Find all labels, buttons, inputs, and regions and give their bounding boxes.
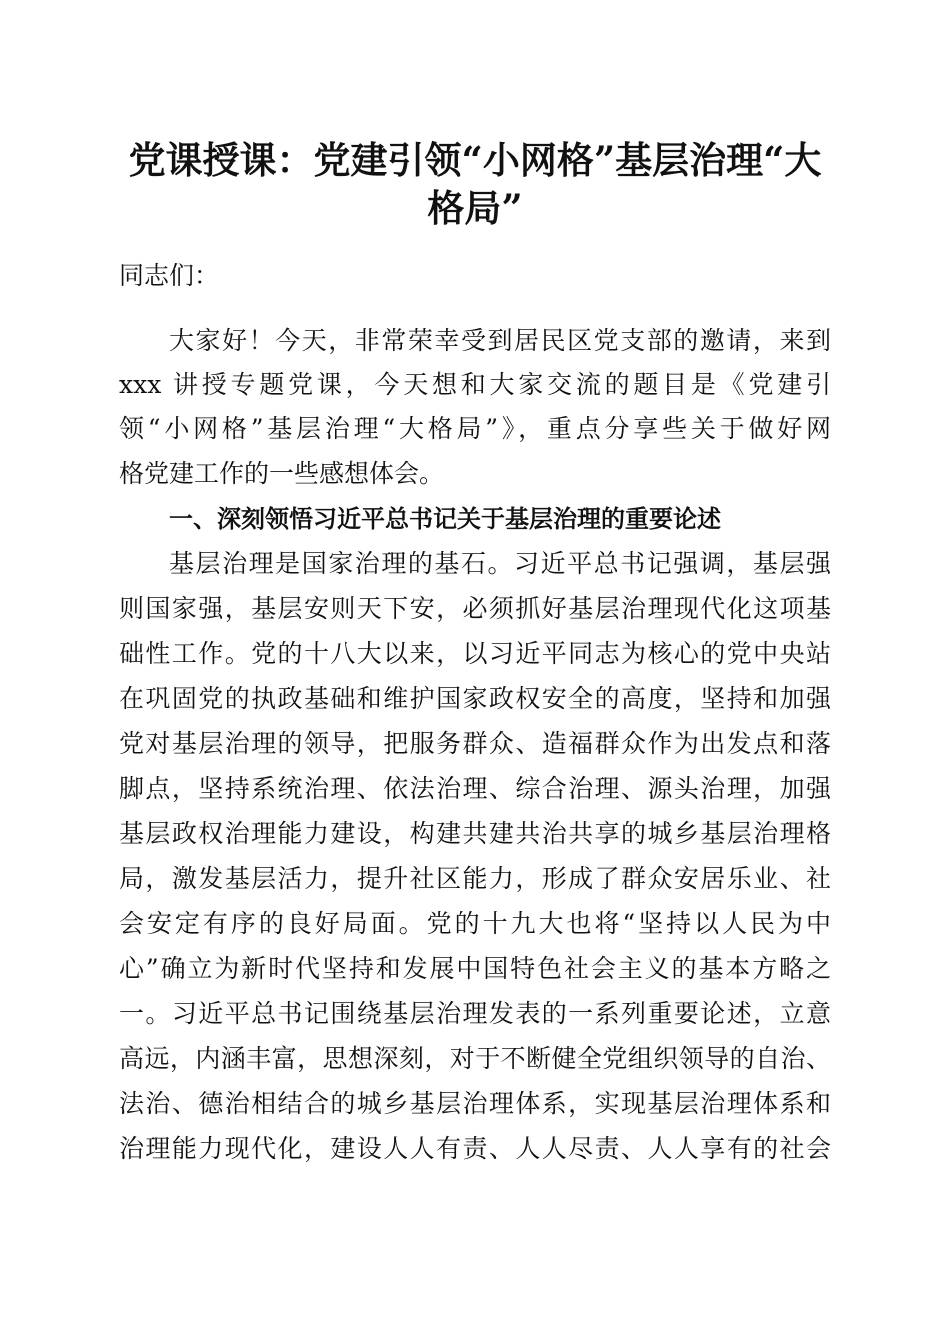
section-line: 基层治理是国家治理的基石。习近平总书记强调，基层强 (169, 549, 831, 578)
section-line: 会安定有序的良好局面。党的十九大也将“坚持以人民为中 (119, 909, 831, 938)
intro-line: 领“小网格”基层治理“大格局”》，重点分享些关于做好网 (119, 414, 831, 443)
section-line: 高远，内涵丰富，思想深刻，对于不断健全党组织领导的自治、 (119, 1044, 831, 1073)
section-line: 治理能力现代化，建设人人有责、人人尽责、人人享有的社会 (119, 1134, 831, 1163)
document-title-line-1: 党课授课：党建引领“小网格”基层治理“大 (128, 138, 822, 182)
section-line: 在巩固党的执政基础和维护国家政权安全的高度，坚持和加强 (119, 684, 831, 713)
intro-line: 格党建工作的一些感想体会。 (119, 459, 445, 488)
section-line: 心”确立为新时代坚持和发展中国特色社会主义的基本方略之 (119, 954, 831, 983)
section-line: 一。习近平总书记围绕基层治理发表的一系列重要论述，立意 (119, 999, 831, 1028)
section-line: 则国家强，基层安则天下安，必须抓好基层治理现代化这项基 (119, 594, 831, 623)
section-line: 法治、德治相结合的城乡基层治理体系，实现基层治理体系和 (119, 1089, 831, 1118)
section-line: 础性工作。党的十八大以来，以习近平同志为核心的党中央站 (119, 639, 831, 668)
section-heading: 一、深刻领悟习近平总书记关于基层治理的重要论述 (169, 505, 721, 533)
salutation: 同志们： (119, 261, 220, 290)
section-line: 党对基层治理的领导，把服务群众、造福群众作为出发点和落 (119, 729, 831, 758)
section-line: 基层政权治理能力建设，构建共建共治共享的城乡基层治理格 (119, 819, 831, 848)
intro-line: xxx 讲授专题党课，今天想和大家交流的题目是《党建引 (119, 370, 831, 399)
section-line: 脚点，坚持系统治理、依法治理、综合治理、源头治理，加强 (119, 774, 831, 803)
intro-line: 大家好！今天，非常荣幸受到居民区党支部的邀请，来到 (169, 326, 831, 355)
section-line: 局，激发基层活力，提升社区能力，形成了群众安居乐业、社 (119, 864, 831, 893)
document-title-line-2: 格局” (427, 186, 523, 230)
